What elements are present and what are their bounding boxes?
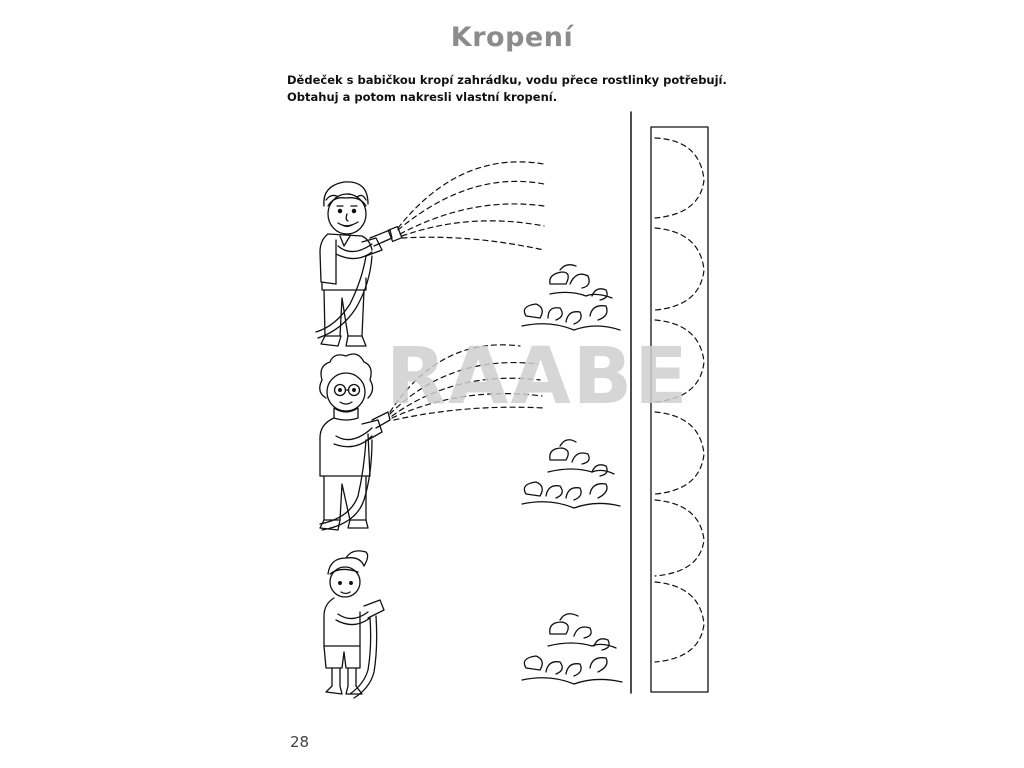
plants-group-1 (522, 265, 620, 330)
plants-group-2 (522, 440, 620, 508)
instruction-line-2: Obtahuj a potom nakresli vlastní kropení. (287, 90, 558, 104)
instruction-line-1: Dědeček s babičkou kropí zahrádku, vodu přece rostlinky potřebují. (287, 73, 727, 87)
grandfather-figure (316, 182, 402, 346)
boy-figure (324, 551, 384, 698)
plants-group-3 (522, 614, 622, 684)
page-number: 28 (290, 733, 310, 751)
page-title: Kropení (450, 22, 574, 53)
water-spray-1 (398, 162, 544, 250)
watermark: RAABE (386, 332, 690, 422)
grandmother-figure (320, 354, 390, 530)
